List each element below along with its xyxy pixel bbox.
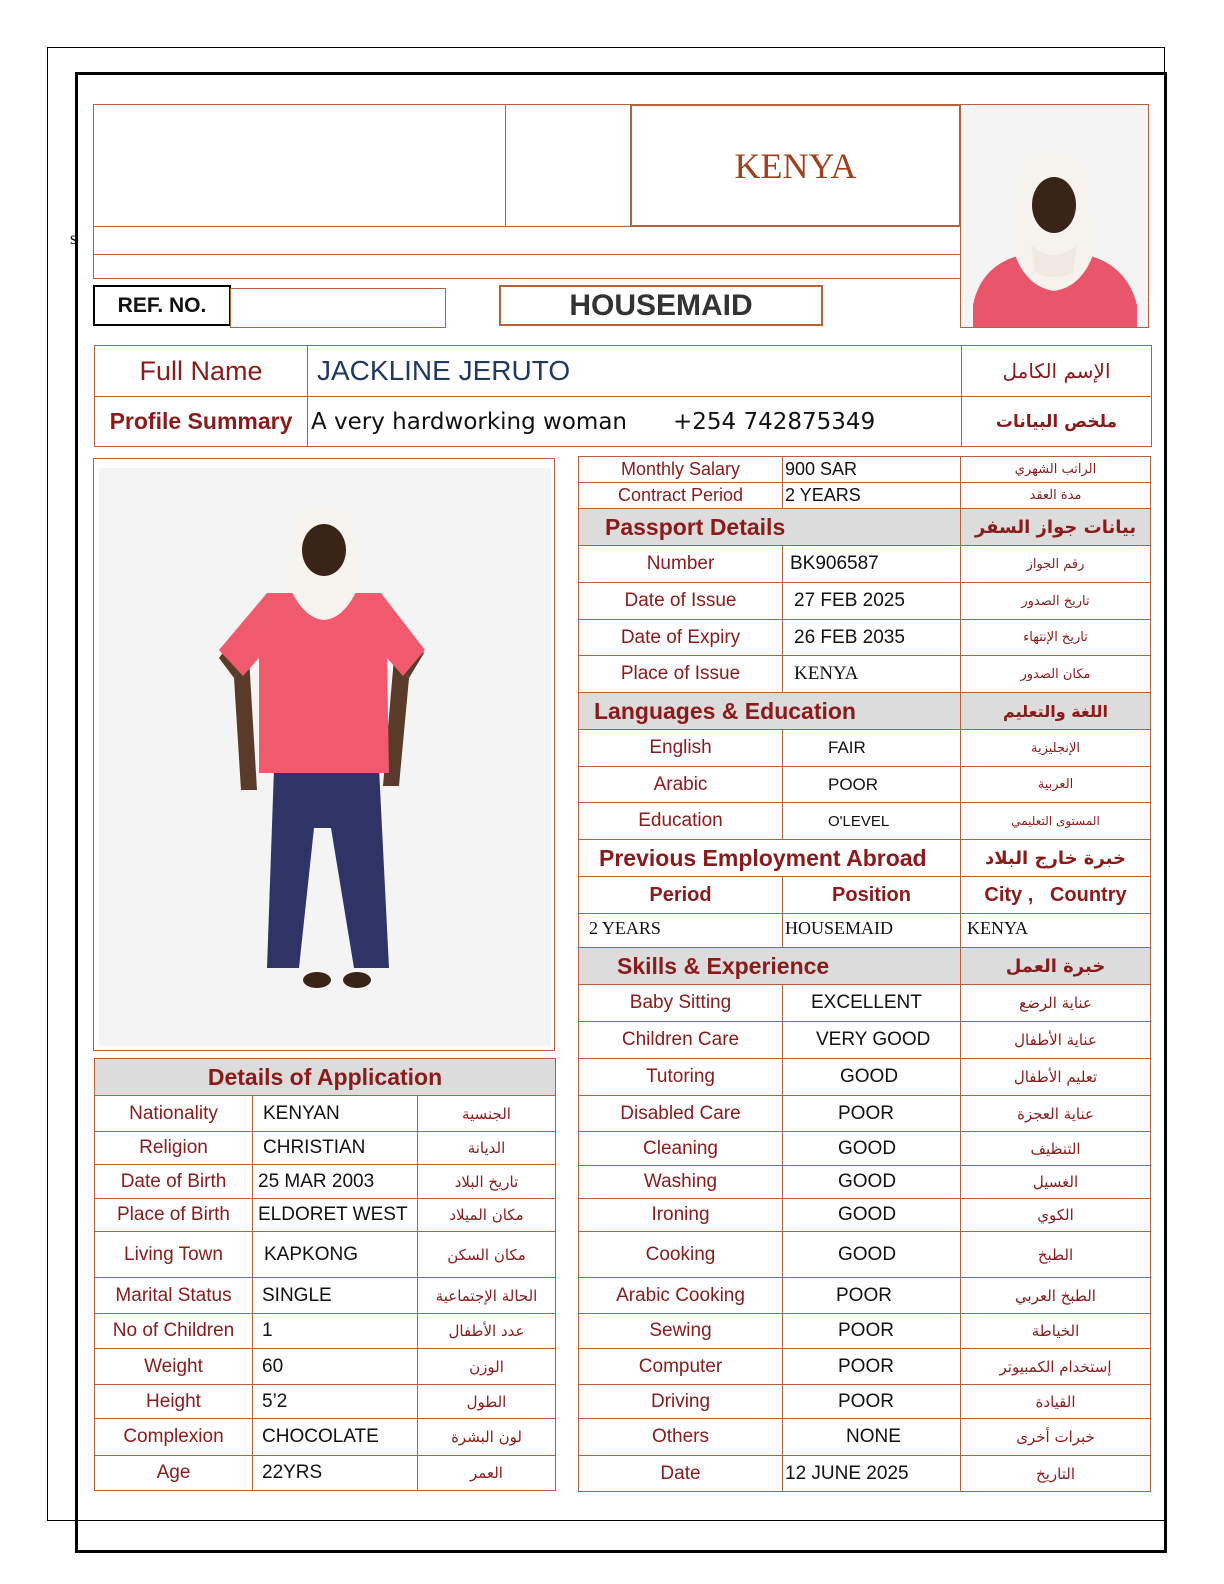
employment-col-position: Position [783, 877, 961, 914]
passport-title: Passport Details [579, 509, 961, 546]
profile-summary-ar: ملخص البيانات [962, 397, 1152, 447]
full-body-photo [93, 458, 555, 1051]
application-ar: لون البشرة [418, 1419, 556, 1456]
skills-value: GOOD [783, 1132, 961, 1166]
headshot-photo [960, 104, 1149, 328]
full-name-value: JACKLINE JERUTO [308, 346, 962, 397]
application-label: Marital Status [95, 1278, 253, 1314]
employment-row [579, 914, 1151, 951]
skills-row [579, 1059, 1151, 1096]
profile-summary-label: Profile Summary [95, 397, 308, 447]
phone-number: +254 742875349 [673, 408, 876, 435]
contract-label: Monthly Salary [579, 457, 783, 483]
application-label: Age [95, 1456, 253, 1491]
skills-value: NONE [783, 1419, 961, 1456]
application-label: Height [95, 1385, 253, 1419]
passport-title-row [579, 509, 1151, 546]
skills-value: GOOD [783, 1059, 961, 1096]
skills-row [579, 1278, 1151, 1314]
languages-label: Arabic [579, 767, 783, 803]
skills-label: Cleaning [579, 1132, 783, 1166]
application-label: Complexion [95, 1419, 253, 1456]
skills-table [578, 947, 1151, 1492]
application-label: Nationality [95, 1096, 253, 1132]
application-value: CHOCOLATE [253, 1419, 418, 1456]
skills-row [579, 1199, 1151, 1232]
application-ar: عدد الأطفال [418, 1314, 556, 1349]
ref-no-label: REF. NO. [117, 293, 207, 317]
skills-value: POOR [783, 1349, 961, 1385]
profile-summary-cell [308, 397, 962, 447]
application-ar: الحالة الإجتماعية [418, 1278, 556, 1314]
skills-row [579, 1166, 1151, 1199]
skills-title-row [579, 948, 1151, 985]
application-value: 22YRS [253, 1456, 418, 1491]
full-name-row [95, 346, 1152, 397]
ref-no-label-box [93, 285, 231, 326]
skills-value: VERY GOOD [783, 1022, 961, 1059]
contract-row [579, 457, 1151, 483]
application-ar: العمر [418, 1456, 556, 1491]
languages-ar: المستوى التعليمي [961, 803, 1151, 840]
person-figure-icon [99, 468, 551, 1046]
employment-position: HOUSEMAID [783, 914, 961, 951]
application-ar: الطول [418, 1385, 556, 1419]
country-box [630, 104, 961, 227]
employment-country: KENYA [961, 914, 1151, 951]
languages-ar: الإنجليزية [961, 730, 1151, 767]
application-row [95, 1165, 556, 1199]
application-label: Living Town [95, 1232, 253, 1278]
skills-value: GOOD [783, 1166, 961, 1199]
application-label: Place of Birth [95, 1199, 253, 1232]
skills-label: Date [579, 1456, 783, 1492]
skills-row [579, 1349, 1151, 1385]
photo-background [99, 468, 551, 1046]
contract-ar: مدة العقد [961, 483, 1151, 509]
skills-label: Arabic Cooking [579, 1278, 783, 1314]
contract-value: 900 SAR [783, 457, 961, 483]
header-strip-2 [93, 254, 961, 279]
skills-value: POOR [783, 1278, 961, 1314]
skills-title-ar: خبرة العمل [961, 948, 1151, 985]
passport-title-ar: بيانات جواز السفر [961, 509, 1151, 546]
passport-ar: تاريخ الإنتهاء [961, 620, 1151, 656]
application-row [95, 1456, 556, 1491]
skills-label: Computer [579, 1349, 783, 1385]
application-ar: تاريخ البلاد [418, 1165, 556, 1199]
application-row [95, 1349, 556, 1385]
skills-label: Cooking [579, 1232, 783, 1278]
languages-ar: العربية [961, 767, 1151, 803]
employment-period: 2 YEARS [579, 914, 783, 951]
headshot-figure-icon [961, 105, 1148, 327]
skills-label: Sewing [579, 1314, 783, 1349]
skills-label: Baby Sitting [579, 985, 783, 1022]
passport-label: Date of Issue [579, 583, 783, 620]
contract-value: 2 YEARS [783, 483, 961, 509]
languages-title-ar: اللغة والتعليم [961, 693, 1151, 730]
application-row [95, 1419, 556, 1456]
employment-col-city: City , Country [961, 877, 1151, 914]
skills-ar: الكوي [961, 1199, 1151, 1232]
languages-row [579, 767, 1151, 803]
skills-ar: الطبخ [961, 1232, 1151, 1278]
skills-ar: القيادة [961, 1385, 1151, 1419]
skills-value: POOR [783, 1385, 961, 1419]
employment-title: Previous Employment Abroad [579, 840, 961, 877]
skills-ar: الخياطة [961, 1314, 1151, 1349]
languages-value: POOR [783, 767, 961, 803]
application-label: Religion [95, 1132, 253, 1165]
skills-row [579, 1022, 1151, 1059]
application-ar: الديانة [418, 1132, 556, 1165]
application-label: Date of Birth [95, 1165, 253, 1199]
employment-header-row [579, 877, 1151, 914]
skills-row [579, 1456, 1151, 1492]
details-table [578, 456, 1151, 951]
application-row [95, 1232, 556, 1278]
skills-ar: عناية العجزة [961, 1096, 1151, 1132]
skills-row [579, 1419, 1151, 1456]
skills-ar: الغسيل [961, 1166, 1151, 1199]
application-value: 60 [253, 1349, 418, 1385]
contract-row [579, 483, 1151, 509]
application-ar: الوزن [418, 1349, 556, 1385]
passport-ar: رقم الجواز [961, 546, 1151, 583]
application-ar: مكان السكن [418, 1232, 556, 1278]
passport-value: 26 FEB 2035 [783, 620, 961, 656]
skills-row [579, 1132, 1151, 1166]
languages-row [579, 730, 1151, 767]
skills-label: Tutoring [579, 1059, 783, 1096]
contract-label: Contract Period [579, 483, 783, 509]
application-row [95, 1132, 556, 1165]
skills-row [579, 1385, 1151, 1419]
skills-value: POOR [783, 1314, 961, 1349]
profile-summary-row [95, 397, 1152, 447]
header-middle-box [505, 104, 631, 227]
passport-ar: تاريخ الصدور [961, 583, 1151, 620]
skills-value: GOOD [783, 1199, 961, 1232]
header-strip-1 [93, 226, 961, 255]
application-row [95, 1278, 556, 1314]
application-title-row [95, 1059, 556, 1096]
skills-ar: إستخدام الكمبيوتر [961, 1349, 1151, 1385]
languages-title-row [579, 693, 1151, 730]
passport-row [579, 546, 1151, 583]
passport-row [579, 656, 1151, 693]
languages-value: O'LEVEL [783, 803, 961, 840]
application-table [94, 1058, 556, 1491]
application-row [95, 1199, 556, 1232]
application-value: ELDORET WEST [253, 1199, 418, 1232]
header-logo-box [93, 104, 506, 227]
application-value: 25 MAR 2003 [253, 1165, 418, 1199]
skills-label: Disabled Care [579, 1096, 783, 1132]
skills-row [579, 1314, 1151, 1349]
skills-label: Children Care [579, 1022, 783, 1059]
skills-label: Driving [579, 1385, 783, 1419]
skills-ar: التاريخ [961, 1456, 1151, 1492]
application-ar: الجنسية [418, 1096, 556, 1132]
languages-label: Education [579, 803, 783, 840]
job-title: HOUSEMAID [569, 288, 753, 322]
application-ar: مكان الميلاد [418, 1199, 556, 1232]
profile-table [94, 345, 1152, 447]
application-value: SINGLE [253, 1278, 418, 1314]
passport-value: 27 FEB 2025 [783, 583, 961, 620]
skills-row [579, 985, 1151, 1022]
skills-value: POOR [783, 1096, 961, 1132]
application-label: Weight [95, 1349, 253, 1385]
languages-label: English [579, 730, 783, 767]
stray-mark: s [70, 228, 78, 248]
languages-title: Languages & Education [579, 693, 961, 730]
passport-value: BK906587 [783, 546, 961, 583]
passport-label: Number [579, 546, 783, 583]
application-value: CHRISTIAN [253, 1132, 418, 1165]
employment-col-period: Period [579, 877, 783, 914]
skills-ar: خبرات أخرى [961, 1419, 1151, 1456]
passport-label: Place of Issue [579, 656, 783, 693]
job-title-box [499, 285, 823, 326]
skills-title: Skills & Experience [579, 948, 961, 985]
application-value: 5’2 [253, 1385, 418, 1419]
skills-value: GOOD [783, 1232, 961, 1278]
skills-ar: عناية الرضع [961, 985, 1151, 1022]
skills-label: Washing [579, 1166, 783, 1199]
application-value: KENYAN [253, 1096, 418, 1132]
employment-title-row [579, 840, 1151, 877]
skills-ar: تعليم الأطفال [961, 1059, 1151, 1096]
skills-row [579, 1232, 1151, 1278]
contract-ar: الراتب الشهري [961, 457, 1151, 483]
full-name-label: Full Name [95, 346, 308, 397]
application-value: KAPKONG [253, 1232, 418, 1278]
languages-value: FAIR [783, 730, 961, 767]
profile-summary-text: A very hardworking woman [311, 408, 628, 435]
ref-no-value-box [230, 288, 446, 328]
application-value: 1 [253, 1314, 418, 1349]
passport-ar: مكان الصدور [961, 656, 1151, 693]
passport-value: KENYA [783, 656, 961, 693]
passport-row [579, 583, 1151, 620]
skills-value: 12 JUNE 2025 [783, 1456, 961, 1492]
application-row [95, 1385, 556, 1419]
application-row [95, 1096, 556, 1132]
languages-row [579, 803, 1151, 840]
application-row [95, 1314, 556, 1349]
skills-ar: التنظيف [961, 1132, 1151, 1166]
employment-title-ar: خبرة خارج البلاد [961, 840, 1151, 877]
country-title: KENYA [734, 145, 857, 186]
skills-value: EXCELLENT [783, 985, 961, 1022]
passport-row [579, 620, 1151, 656]
skills-label: Others [579, 1419, 783, 1456]
full-name-ar: الإسم الكامل [962, 346, 1152, 397]
skills-row [579, 1096, 1151, 1132]
passport-label: Date of Expiry [579, 620, 783, 656]
application-title: Details of Application [95, 1059, 556, 1096]
application-label: No of Children [95, 1314, 253, 1349]
skills-ar: عناية الأطفال [961, 1022, 1151, 1059]
skills-label: Ironing [579, 1199, 783, 1232]
skills-ar: الطبخ العربي [961, 1278, 1151, 1314]
